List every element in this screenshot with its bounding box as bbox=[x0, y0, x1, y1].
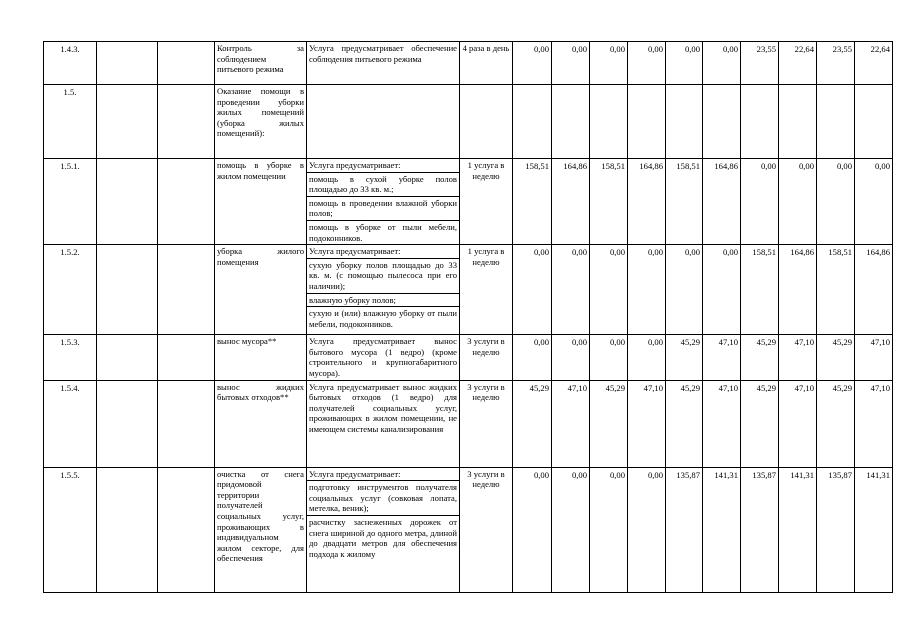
description-line: расчистку заснеженных дорожек от снега шириной до одного метра, длиной до двадцати метров для обеспечения подхода к жилому bbox=[309, 516, 457, 559]
empty-cell bbox=[97, 42, 158, 85]
tariff-value: 0,00 bbox=[628, 42, 666, 85]
description-line: Услуга предусматривает вынос бытового мусора (1 ведро) (кроме строительного и крупногабаритного мусора). bbox=[309, 336, 457, 378]
service-frequency: 1 услуга в неделю bbox=[460, 159, 513, 245]
tariff-value: 164,86 bbox=[779, 245, 817, 335]
tariff-value: 0,00 bbox=[590, 467, 628, 592]
tariff-value: 0,00 bbox=[628, 467, 666, 592]
empty-cell bbox=[158, 159, 215, 245]
tariff-value: 45,29 bbox=[741, 380, 779, 467]
tariff-value: 0,00 bbox=[513, 335, 552, 380]
table-row bbox=[44, 380, 893, 467]
empty-cell bbox=[97, 85, 158, 159]
tariff-value: 0,00 bbox=[855, 159, 893, 245]
table-row bbox=[44, 42, 893, 85]
service-frequency: 4 раза в день bbox=[460, 42, 513, 85]
tariff-value: 0,00 bbox=[817, 159, 855, 245]
tariff-value bbox=[741, 85, 779, 159]
tariff-value: 22,64 bbox=[779, 42, 817, 85]
tariff-value: 0,00 bbox=[590, 42, 628, 85]
description-line: Услуга предусматривает: bbox=[309, 246, 401, 257]
tariff-value: 0,00 bbox=[513, 467, 552, 592]
tariff-value bbox=[628, 85, 666, 159]
tariff-value: 45,29 bbox=[741, 335, 779, 380]
tariff-value bbox=[666, 85, 703, 159]
service-frequency: 3 услуги в неделю bbox=[460, 467, 513, 592]
service-description bbox=[307, 467, 460, 592]
tariff-value: 141,31 bbox=[855, 467, 893, 592]
service-name: вынос жидких бытовых отходов** bbox=[215, 380, 307, 467]
tariff-value: 164,86 bbox=[855, 245, 893, 335]
tariff-value: 47,10 bbox=[779, 335, 817, 380]
service-name: уборка жилого помещения bbox=[215, 245, 307, 335]
tariff-value: 0,00 bbox=[628, 335, 666, 380]
tariff-value: 158,51 bbox=[590, 159, 628, 245]
empty-cell bbox=[97, 380, 158, 467]
row-code: 1.5.4. bbox=[44, 380, 97, 467]
tariff-value: 135,87 bbox=[817, 467, 855, 592]
tariff-value bbox=[552, 85, 590, 159]
tariff-value: 45,29 bbox=[666, 380, 703, 467]
tariff-value: 164,86 bbox=[703, 159, 741, 245]
empty-cell bbox=[97, 467, 158, 592]
tariff-value: 135,87 bbox=[741, 467, 779, 592]
service-name: вынос мусора** bbox=[215, 335, 307, 380]
empty-cell bbox=[97, 245, 158, 335]
tariff-value: 0,00 bbox=[628, 245, 666, 335]
empty-cell bbox=[158, 380, 215, 467]
tariff-value: 0,00 bbox=[590, 335, 628, 380]
tariff-value: 0,00 bbox=[513, 42, 552, 85]
tariff-value: 141,31 bbox=[703, 467, 741, 592]
description-line: Услуга предусматривает: bbox=[309, 468, 401, 479]
service-frequency: 3 услуги в неделю bbox=[460, 335, 513, 380]
description-line: подготовку инструментов получателя социальных услуг (совковая лопата, метелка, веник); bbox=[309, 482, 457, 514]
table-row bbox=[44, 245, 893, 335]
description-line: Услуга предусматривает: bbox=[309, 160, 401, 170]
tariff-value: 47,10 bbox=[703, 335, 741, 380]
description-line: влажную уборку полов; bbox=[307, 293, 459, 307]
row-code: 1.4.3. bbox=[44, 42, 97, 85]
tariff-value: 47,10 bbox=[628, 380, 666, 467]
empty-cell bbox=[158, 85, 215, 159]
tariff-value: 23,55 bbox=[817, 42, 855, 85]
description-line: помощь в сухой уборке полов площадью до 33 кв. м.; bbox=[309, 173, 457, 195]
row-code: 1.5. bbox=[44, 85, 97, 159]
description-line: помощь в уборке от пыли мебели, подоконников. bbox=[309, 221, 457, 243]
tariff-value: 47,10 bbox=[779, 380, 817, 467]
service-frequency bbox=[460, 85, 513, 159]
tariff-value: 0,00 bbox=[741, 159, 779, 245]
tariff-value: 45,29 bbox=[666, 335, 703, 380]
tariff-value: 0,00 bbox=[552, 467, 590, 592]
tariff-value: 23,55 bbox=[741, 42, 779, 85]
service-frequency: 3 услуги в неделю bbox=[460, 380, 513, 467]
row-code: 1.5.1. bbox=[44, 159, 97, 245]
service-frequency: 1 услуга в неделю bbox=[460, 245, 513, 335]
table-row bbox=[44, 159, 893, 245]
empty-cell bbox=[158, 245, 215, 335]
tariff-value bbox=[513, 85, 552, 159]
service-name: Оказание помощи в проведении уборки жилых помещений (уборка жилых помещений): bbox=[215, 85, 307, 159]
tariff-value: 0,00 bbox=[703, 245, 741, 335]
tariff-value bbox=[703, 85, 741, 159]
description-line: сухую уборку полов площадью до 33 кв. м. (с помощью пылесоса при его наличии); bbox=[309, 259, 457, 291]
service-description bbox=[307, 159, 460, 245]
tariff-value: 141,31 bbox=[779, 467, 817, 592]
tariff-value: 0,00 bbox=[552, 42, 590, 85]
tariff-value: 45,29 bbox=[817, 335, 855, 380]
row-code: 1.5.2. bbox=[44, 245, 97, 335]
tariff-value: 158,51 bbox=[513, 159, 552, 245]
tariff-value: 158,51 bbox=[817, 245, 855, 335]
tariff-value: 164,86 bbox=[628, 159, 666, 245]
description-line: помощь в проведении влажной уборки полов; bbox=[309, 197, 457, 219]
tariff-value: 0,00 bbox=[779, 159, 817, 245]
empty-cell bbox=[97, 159, 158, 245]
service-name: помощь в уборке в жилом помещении bbox=[215, 159, 307, 245]
description-line: Услуга предусматривает вынос жидких бытовых отходов (1 ведро) для получателей социальных услуг, проживающих в жилом помещении, не имеющем системы канализирования bbox=[309, 381, 457, 434]
tariff-value bbox=[590, 85, 628, 159]
service-name: очистка от снега придомовой территории получателей социальных услуг, проживающих в индивидуальном жилом секторе, для обеспечения bbox=[215, 467, 307, 592]
empty-cell bbox=[97, 335, 158, 380]
tariff-value: 47,10 bbox=[855, 380, 893, 467]
table-row bbox=[44, 467, 893, 592]
tariff-value: 47,10 bbox=[703, 380, 741, 467]
row-code: 1.5.3. bbox=[44, 335, 97, 380]
tariff-value: 135,87 bbox=[666, 467, 703, 592]
tariff-value: 45,29 bbox=[817, 380, 855, 467]
tariff-value: 0,00 bbox=[666, 245, 703, 335]
tariff-value bbox=[855, 85, 893, 159]
empty-cell bbox=[158, 335, 215, 380]
service-description bbox=[307, 85, 460, 159]
tariff-value: 0,00 bbox=[552, 335, 590, 380]
tariff-value: 22,64 bbox=[855, 42, 893, 85]
service-description bbox=[307, 335, 460, 380]
service-description bbox=[307, 380, 460, 467]
tariff-value: 45,29 bbox=[513, 380, 552, 467]
tariff-value bbox=[779, 85, 817, 159]
tariff-value: 158,51 bbox=[666, 159, 703, 245]
tariff-value: 164,86 bbox=[552, 159, 590, 245]
description-line: сухую и (или) влажную уборку от пыли мебели, подоконников. bbox=[309, 308, 457, 329]
empty-cell bbox=[158, 467, 215, 592]
tariff-value: 47,10 bbox=[552, 380, 590, 467]
tariff-value: 0,00 bbox=[703, 42, 741, 85]
empty-cell bbox=[158, 42, 215, 85]
tariff-table bbox=[43, 41, 893, 593]
tariff-value: 158,51 bbox=[741, 245, 779, 335]
description-line: Услуга предусматривает обеспечение соблюдения питьевого режима bbox=[309, 43, 457, 64]
tariff-value: 0,00 bbox=[666, 42, 703, 85]
tariff-value: 0,00 bbox=[513, 245, 552, 335]
tariff-value: 45,29 bbox=[590, 380, 628, 467]
tariff-value: 0,00 bbox=[552, 245, 590, 335]
table-row bbox=[44, 85, 893, 159]
tariff-value: 47,10 bbox=[855, 335, 893, 380]
tariff-value: 0,00 bbox=[590, 245, 628, 335]
tariff-value bbox=[817, 85, 855, 159]
service-description bbox=[307, 42, 460, 85]
service-description bbox=[307, 245, 460, 335]
table-row bbox=[44, 335, 893, 380]
row-code: 1.5.5. bbox=[44, 467, 97, 592]
service-name: Контроль за соблюдением питьевого режима bbox=[215, 42, 307, 85]
